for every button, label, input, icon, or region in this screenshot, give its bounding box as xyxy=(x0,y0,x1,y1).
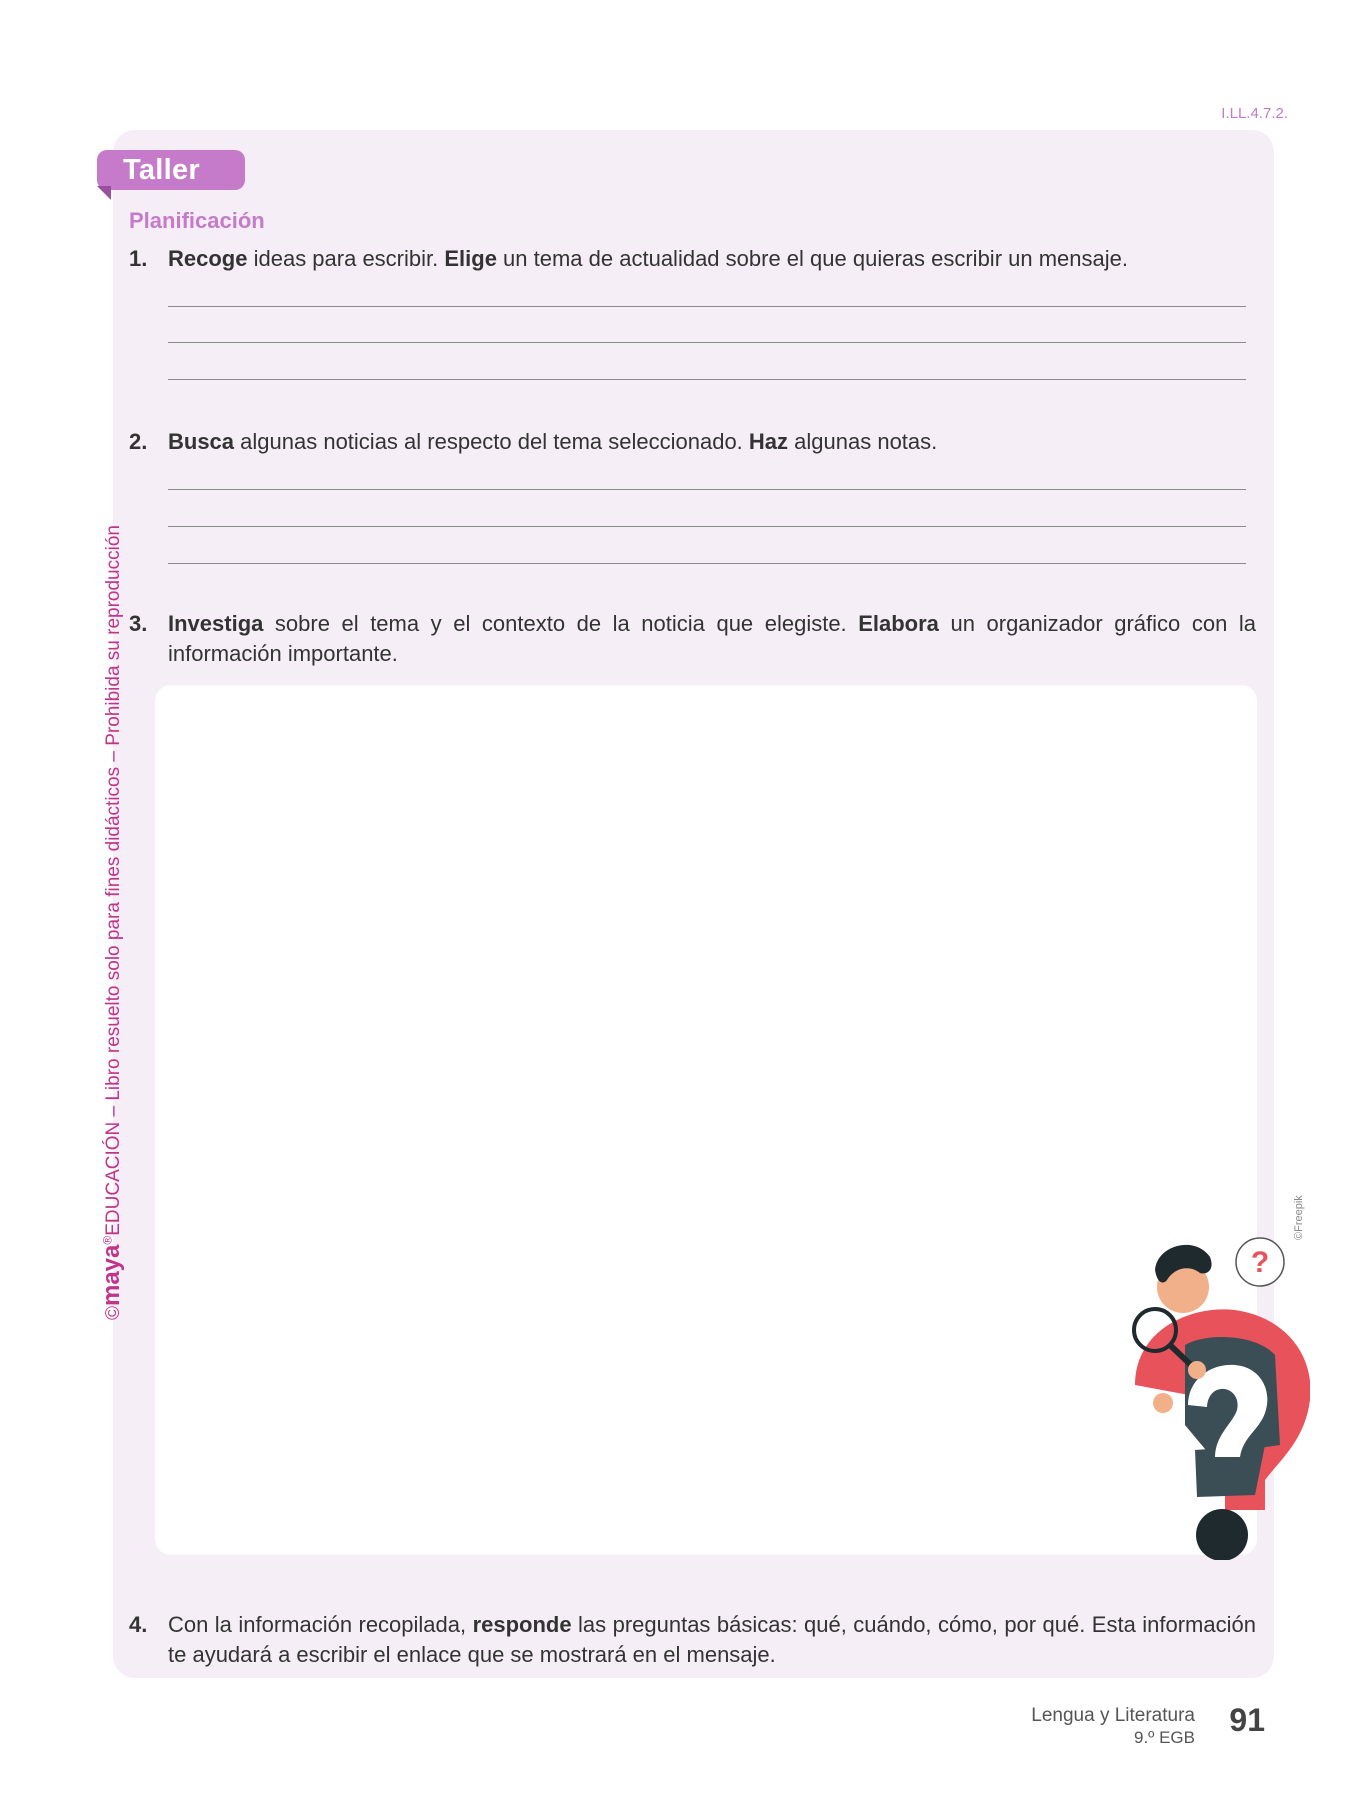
question-number: 2. xyxy=(129,429,148,454)
instruction-text: algunas noticias al respecto del tema seleccionado. xyxy=(234,429,749,454)
instruction-verb: Recoge xyxy=(168,246,248,271)
thinking-man-icon xyxy=(1115,1225,1310,1560)
question-bubble-text: ? xyxy=(1250,1246,1270,1279)
question-text xyxy=(168,244,1256,274)
footer-grade: 9.º EGB xyxy=(1133,1728,1195,1747)
instruction-text: sobre el tema y el contexto de la noticia que elegiste. xyxy=(263,611,859,636)
answer-line[interactable] xyxy=(168,306,1246,307)
answer-line[interactable] xyxy=(168,342,1246,343)
answer-line[interactable] xyxy=(168,563,1246,564)
instruction-verb: Elige xyxy=(444,246,497,271)
instruction-text: las preguntas básicas: qué, cuándo, cómo, por qué. Esta información te ayudará a escribir el enlace que se mostrará en el mensaje. xyxy=(168,1612,1256,1667)
question-number: 4. xyxy=(129,1612,148,1637)
question-number: 3. xyxy=(129,611,148,636)
instruction-text: un tema de actualidad sobre el que quieras escribir un mensaje. xyxy=(496,246,1128,271)
brand-logo-text: maya xyxy=(98,1244,125,1306)
answer-line[interactable] xyxy=(168,379,1246,380)
answer-line[interactable] xyxy=(168,489,1246,490)
question-text xyxy=(168,1610,1256,1670)
question-text xyxy=(168,609,1256,669)
question-number: 1. xyxy=(129,246,148,271)
registered-symbol: ® xyxy=(100,1235,115,1245)
instruction-verb: Elabora xyxy=(858,611,939,636)
instruction-verb: Busca xyxy=(168,429,235,454)
copyright-notice xyxy=(98,525,126,1320)
instruction-verb: Haz xyxy=(748,429,789,454)
question-text xyxy=(168,427,1256,457)
image-credit: ©Freepik xyxy=(1293,1195,1305,1240)
indicator-code: I.LL.4.7.2. xyxy=(1221,105,1288,122)
footer-subject: Lengua y Literatura xyxy=(1031,1705,1195,1726)
section-title: Planificación xyxy=(129,208,265,233)
instruction-text: algunas notas. xyxy=(788,429,938,454)
graphic-organizer-box[interactable] xyxy=(155,685,1257,1555)
instruction-verb: responde xyxy=(472,1612,572,1637)
answer-line[interactable] xyxy=(168,526,1246,527)
instruction-verb: Investiga xyxy=(168,611,264,636)
tab-fold-decoration xyxy=(97,186,111,200)
page-number: 91 xyxy=(1229,1702,1265,1738)
instruction-text: Con la información recopilada, xyxy=(168,1612,473,1637)
copyright-symbol: © xyxy=(103,1306,124,1320)
instruction-text: ideas para escribir. xyxy=(247,246,445,271)
copyright-text: EDUCACIÓN – Libro resuelto solo para fines didácticos – Prohibida su reproducción xyxy=(103,525,124,1236)
tab-label: Taller xyxy=(123,154,201,186)
instruction-text: un organizador gráfico con la información importante. xyxy=(168,611,1256,666)
